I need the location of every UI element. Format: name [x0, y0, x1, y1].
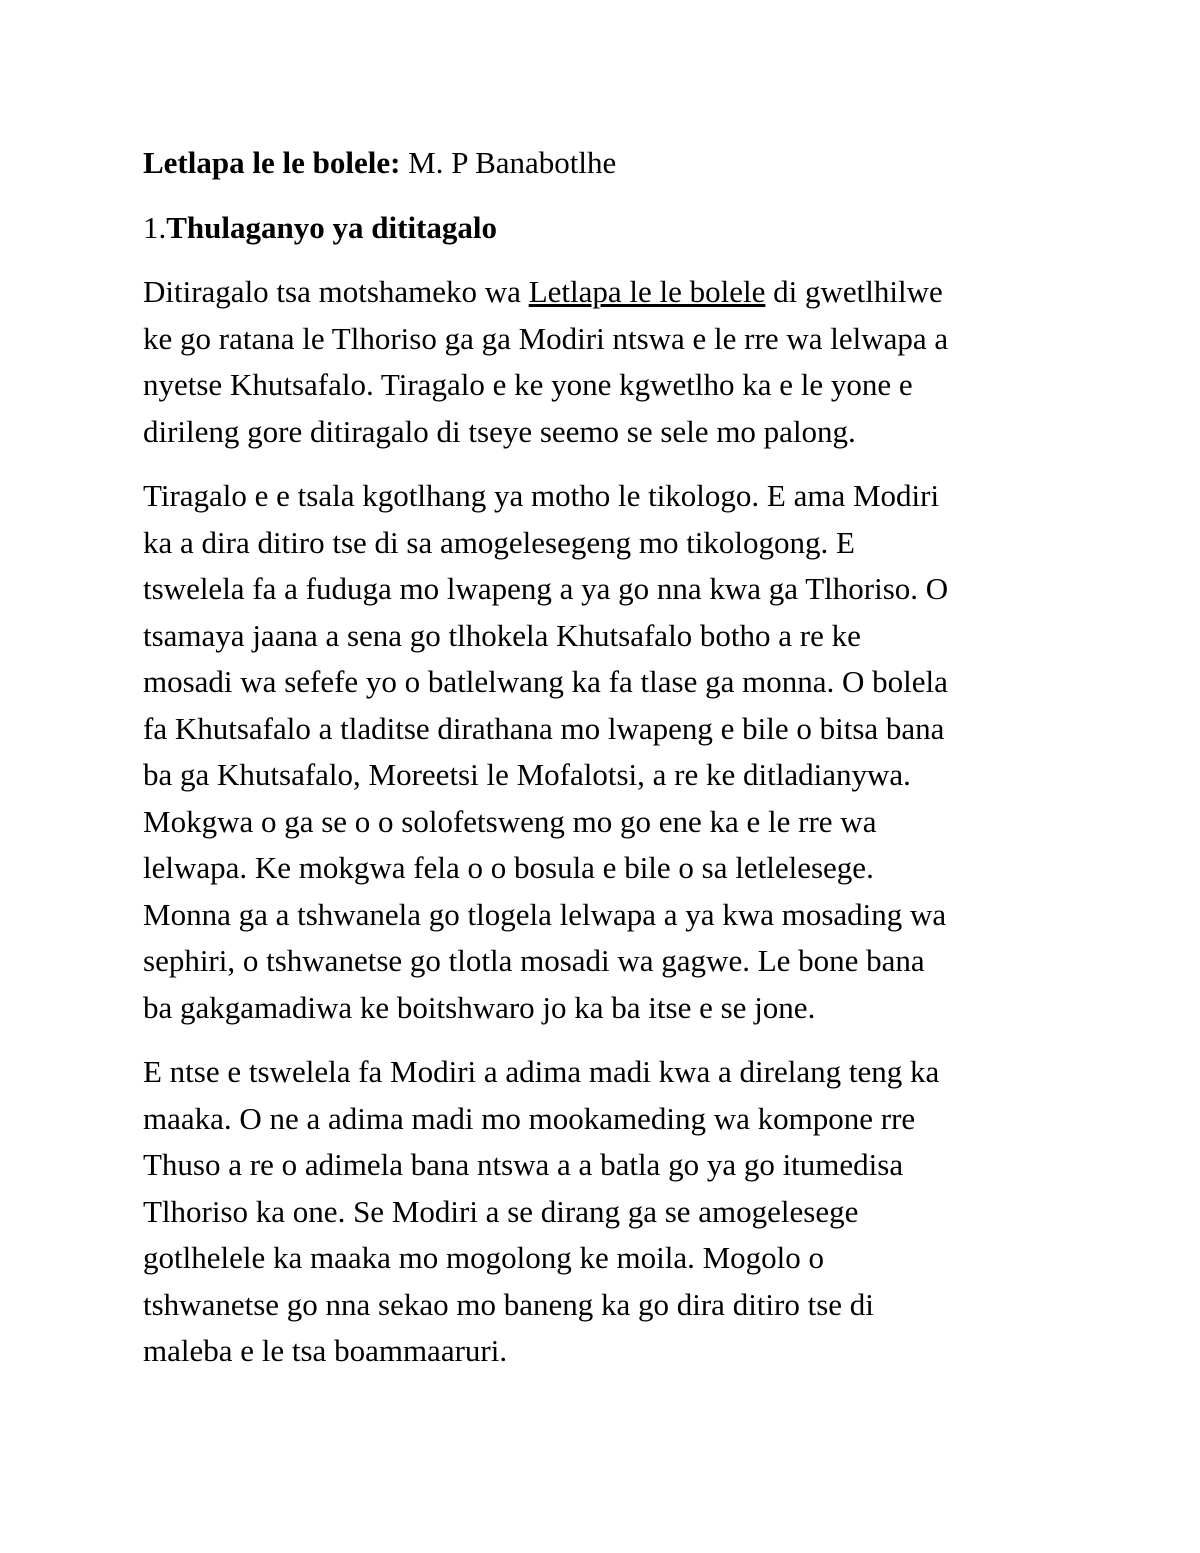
paragraph-line: tswelela fa a fuduga mo lwapeng a ya go nna kwa ga Tlhoriso. O — [143, 571, 949, 606]
section-heading — [143, 205, 1083, 252]
section-number: 1. — [143, 209, 167, 245]
paragraph-line — [143, 269, 1083, 316]
paragraph-line: Tlhoriso ka one. Se Modiri a se dirang ga se amogelesege — [143, 1193, 859, 1229]
paragraph-1 — [143, 269, 1083, 455]
paragraph-1-lead-end: di gwetlhilwe — [773, 274, 943, 309]
paragraph-line: nyetse Khutsafalo. Tiragalo e ke yone kgwetlho ka e le yone e — [143, 367, 913, 402]
paragraph-line: dirileng gore ditiragalo di tseye seemo se sele mo palong. — [143, 413, 856, 449]
book-title-underlined: Letlapa le le bolele — [528, 274, 766, 309]
document-page — [143, 140, 1083, 1393]
paragraph-3 — [143, 1049, 1083, 1375]
title-author: M. P Banabotlhe — [408, 145, 617, 180]
document-title — [143, 140, 1083, 187]
paragraph-line: Thuso a re o adimela bana ntswa a a batla go ya go itumedisa — [143, 1147, 904, 1182]
paragraph-line: E ntse e tswelela fa Modiri a adima madi kwa a direlang teng ka — [143, 1054, 940, 1089]
paragraph-line: mosadi wa sefefe yo o batlelwang ka fa tlase ga monna. O bolela — [143, 664, 948, 699]
paragraph-line: Monna ga a tshwanela go tlogela lelwapa a ya kwa mosading wa — [143, 896, 947, 932]
paragraph-line: gotlhelele ka maaka mo mogolong ke moila. Mogolo o — [143, 1240, 825, 1275]
paragraph-2 — [143, 473, 1083, 1031]
paragraph-line: tsamaya jaana a sena go tlhokela Khutsafalo botho a re ke — [143, 617, 861, 653]
paragraph-line: sephiri, o tshwanetse go tlotla mosadi wa gagwe. Le bone bana — [143, 943, 925, 978]
paragraph-line: tshwanetse go nna sekao mo baneng ka go dira ditiro tse di — [143, 1286, 874, 1322]
paragraph-line: maaka. O ne a adima madi mo mookameding wa kompone rre — [143, 1100, 916, 1136]
paragraph-line: ba gakgamadiwa ke boitshwaro jo ka ba itse e se jone. — [143, 989, 816, 1025]
title-label: Letlapa le le bolele: — [143, 145, 401, 180]
paragraph-line: maleba e le tsa boammaaruri. — [143, 1333, 508, 1368]
paragraph-line: lelwapa. Ke mokgwa fela o o bosula e bile o sa letlelesege. — [143, 850, 874, 885]
paragraph-line: fa Khutsafalo a tladitse dirathana mo lwapeng e bile o bitsa bana — [143, 710, 945, 746]
paragraph-line: Mokgwa o ga se o o solofetsweng mo go ene ka e le rre wa — [143, 803, 877, 839]
paragraph-1-lead: Ditiragalo tsa motshameko wa — [143, 274, 521, 309]
paragraph-line: Tiragalo e e tsala kgotlhang ya motho le tikologo. E ama Modiri — [143, 478, 940, 513]
paragraph-line: ke go ratana le Tlhoriso ga ga Modiri ntswa e le rre wa lelwapa a — [143, 320, 949, 356]
paragraph-line: ba ga Khutsafalo, Moreetsi le Mofalotsi, a re ke ditladianywa. — [143, 757, 911, 792]
section-heading-text: Thulaganyo ya dititagalo — [166, 209, 497, 245]
paragraph-line: ka a dira ditiro tse di sa amogelesegeng mo tikologong. E — [143, 524, 855, 560]
